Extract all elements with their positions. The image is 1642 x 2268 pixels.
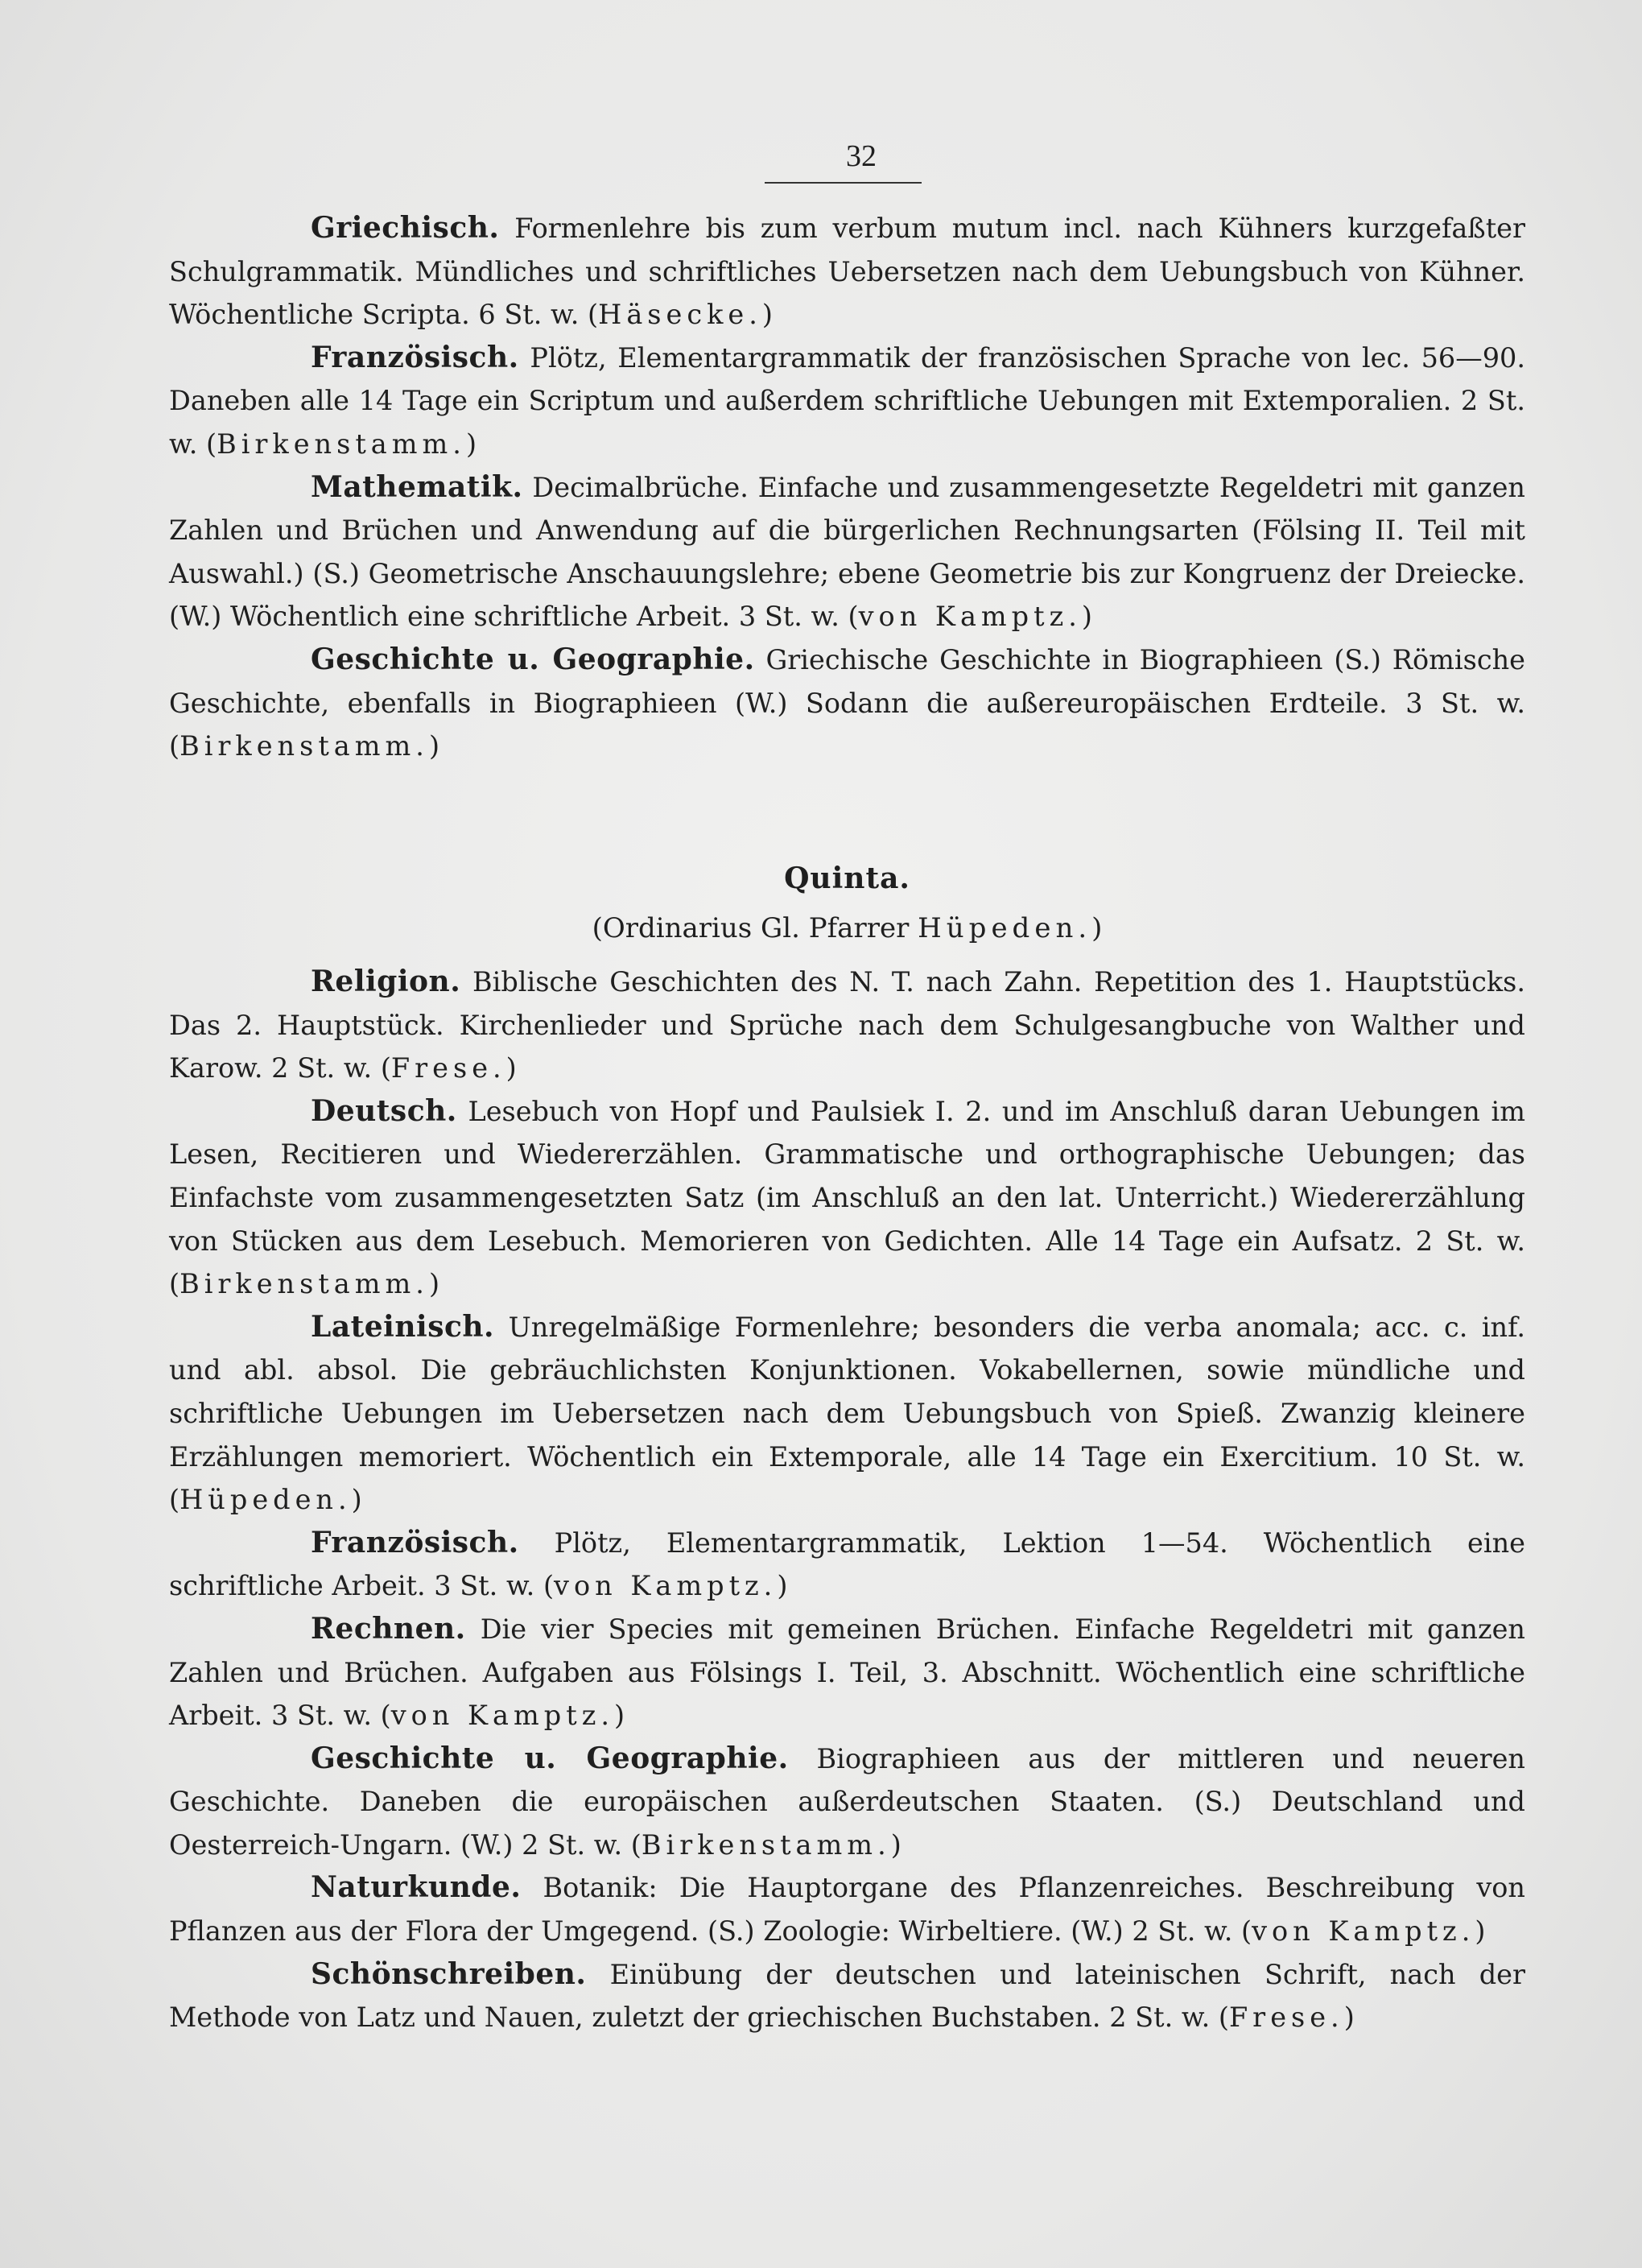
page-number: 32 bbox=[846, 139, 877, 173]
paragraph-close: ) bbox=[428, 730, 440, 762]
paragraph-text: Einübung der deutschen und lateinischen Schrift, nach der Methode von Latz und Nauen, zuletzt der griechischen Buchstaben. 2 St. w. ( bbox=[169, 1958, 1525, 2034]
subject-heading: Schönschreiben. bbox=[311, 1956, 587, 1991]
subject-heading: Lateinisch. bbox=[311, 1309, 495, 1344]
paragraph-lateinisch bbox=[169, 1306, 1525, 1522]
section-title: Quinta. bbox=[784, 861, 910, 895]
paragraph-geschichte-quinta bbox=[169, 1737, 1525, 1867]
paragraph-mathematik bbox=[169, 466, 1525, 638]
paragraph-deutsch bbox=[169, 1090, 1525, 1306]
paragraph-religion bbox=[169, 960, 1525, 1090]
paragraph-naturkunde bbox=[169, 1866, 1525, 1952]
subject-heading: Französisch. bbox=[311, 1525, 519, 1560]
paragraph-close: ) bbox=[890, 1828, 901, 1861]
subtitle-suffix: ) bbox=[1091, 912, 1103, 944]
paragraph-close: ) bbox=[761, 299, 773, 331]
section-subtitle bbox=[169, 912, 1525, 944]
subtitle-prefix: (Ordinarius Gl. Pfarrer bbox=[592, 912, 918, 944]
subject-heading: Mathematik. bbox=[311, 469, 523, 504]
subject-heading: Naturkunde. bbox=[311, 1870, 522, 1905]
paragraph-text: Biblische Geschichten des N. T. nach Zahn. Repetition des 1. Hauptstücks. Das 2. Hauptstück. Kirchenlieder und Sprüche nach dem Schulgesangbuche von Walther und Karow. 2 St. w. ( bbox=[169, 966, 1525, 1084]
paragraph-rechnen bbox=[169, 1608, 1525, 1737]
paragraph-close: ) bbox=[1475, 1915, 1486, 1948]
paragraph-text: Unregelmäßige Formenlehre; besonders die verba anomala; acc. c. inf. und abl. absol. Die gebräuchlichsten Konjunktionen. Vokabellernen, sowie mündliche und schriftliche Uebungen im Uebersetzen nach dem Uebungsbuch von Spieß. Zwanzig kleinere Erzählungen memoriert. Wöchentlich ein Extemporale, alle 14 Tage ein Exercitium. 10 St. w. ( bbox=[169, 1311, 1525, 1516]
teacher-name: Birkenstamm. bbox=[179, 730, 429, 762]
teacher-name: Frese. bbox=[1228, 2002, 1344, 2034]
subject-heading: Geschichte u. Geographie. bbox=[311, 1741, 789, 1775]
subject-heading: Rechnen. bbox=[311, 1611, 466, 1646]
upper-curriculum-block bbox=[169, 207, 1525, 768]
teacher-name: von Kamptz. bbox=[554, 1570, 778, 1602]
teacher-name: Birkenstamm. bbox=[179, 1268, 429, 1300]
ordinarius-name: Hüpeden. bbox=[918, 912, 1092, 944]
paragraph-text: Plötz, Elementargrammatik, Lektion 1—54. Wöchentlich eine schriftliche Arbeit. 3 St. w. ( bbox=[169, 1526, 1525, 1602]
paragraph-text: Biographieen aus der mittleren und neueren Geschichte. Daneben die europäischen außerdeutschen Staaten. (S.) Deutschland und Oesterreich-Ungarn. (W.) 2 St. w. ( bbox=[169, 1742, 1526, 1861]
paragraph-close: ) bbox=[777, 1570, 788, 1602]
teacher-name: Birkenstamm. bbox=[641, 1828, 891, 1861]
paragraph-schoenschreiben bbox=[169, 1953, 1525, 2039]
teacher-name: Birkenstamm. bbox=[217, 428, 466, 460]
paragraph-griechisch bbox=[169, 207, 1525, 337]
paragraph-close: ) bbox=[428, 1268, 440, 1300]
teacher-name: von Kamptz. bbox=[858, 601, 1082, 633]
teacher-name: von Kamptz. bbox=[1252, 1915, 1475, 1948]
paragraph-close: ) bbox=[1343, 2002, 1355, 2034]
paragraph-franzoesisch-quinta bbox=[169, 1522, 1525, 1608]
subject-heading: Griechisch. bbox=[311, 211, 500, 245]
paragraph-close: ) bbox=[351, 1484, 362, 1516]
teacher-name: Hüpeden. bbox=[179, 1484, 352, 1516]
subject-heading: Deutsch. bbox=[311, 1093, 457, 1128]
paragraph-close: ) bbox=[505, 1052, 517, 1084]
teacher-name: Häsecke. bbox=[598, 299, 762, 331]
paragraph-text: Griechische Geschichte in Biographieen (S.) Römische Geschichte, ebenfalls in Biographieen (W.) Sodann die außereuropäischen Erdteile. 3 St. w. ( bbox=[169, 643, 1525, 762]
subject-heading: Geschichte u. Geographie. bbox=[311, 642, 755, 676]
teacher-name: Frese. bbox=[390, 1052, 506, 1084]
page-number-rule bbox=[765, 182, 922, 184]
teacher-name: von Kamptz. bbox=[390, 1700, 614, 1732]
paragraph-close: ) bbox=[1081, 601, 1092, 633]
paragraph-close: ) bbox=[614, 1700, 625, 1732]
quinta-curriculum-block bbox=[169, 960, 1525, 2039]
paragraph-text: Formenlehre bis zum verbum mutum incl. nach Kühners kurzgefaßter Schulgrammatik. Mündliches und schriftliches Uebersetzen nach dem Uebungsbuch von Kühner. Wöchentliche Scripta. 6 St. w. ( bbox=[169, 213, 1525, 331]
paragraph-close: ) bbox=[465, 428, 477, 460]
paragraph-franzoesisch bbox=[169, 337, 1525, 466]
subject-heading: Französisch. bbox=[311, 340, 519, 374]
paragraph-text: Decimalbrüche. Einfache und zusammengesetzte Regeldetri mit ganzen Zahlen und Brüchen und Anwendung auf die bürgerlichen Rechnungsarten (Fölsing II. Teil mit Auswahl.) (S.) Geometrische Anschauungslehre; ebene Geometrie bis zur Kongruenz der Dreiecke. (W.) Wöchentlich eine schriftliche Arbeit. 3 St. w. ( bbox=[169, 471, 1525, 633]
paragraph-text: Lesebuch von Hopf und Paulsiek I. 2. und im Anschluß daran Uebungen im Lesen, Recitieren und Wiedererzählen. Grammatische und orthographische Uebungen; das Einfachste vom zusammengesetzten Satz (im Anschluß an den lat. Unterricht.) Wiedererzählung von Stücken aus dem Lesebuch. Memorieren von Gedichten. Alle 14 Tage ein Aufsatz. 2 St. w. ( bbox=[169, 1095, 1525, 1300]
paragraph-text: Die vier Species mit gemeinen Brüchen. Einfache Regeldetri mit ganzen Zahlen und Brüchen. Aufgaben aus Fölsings I. Teil, 3. Abschnitt. Wöchentlich eine schriftliche Arbeit. 3 St. w. ( bbox=[169, 1613, 1525, 1732]
paragraph-geschichte bbox=[169, 638, 1525, 768]
subject-heading: Religion. bbox=[311, 965, 461, 998]
paragraph-text: Plötz, Elementargrammatik der französischen Sprache von lec. 56—90. Daneben alle 14 Tage ein Scriptum und außerdem schriftliche Uebungen mit Extemporalien. 2 St. w. ( bbox=[169, 341, 1525, 460]
paragraph-text: Botanik: Die Hauptorgane des Pflanzenreiches. Beschreibung von Pflanzen aus der Flora der Umgegend. (S.) Zoologie: Wirbeltiere. (W.) 2 St. w. ( bbox=[169, 1872, 1525, 1948]
